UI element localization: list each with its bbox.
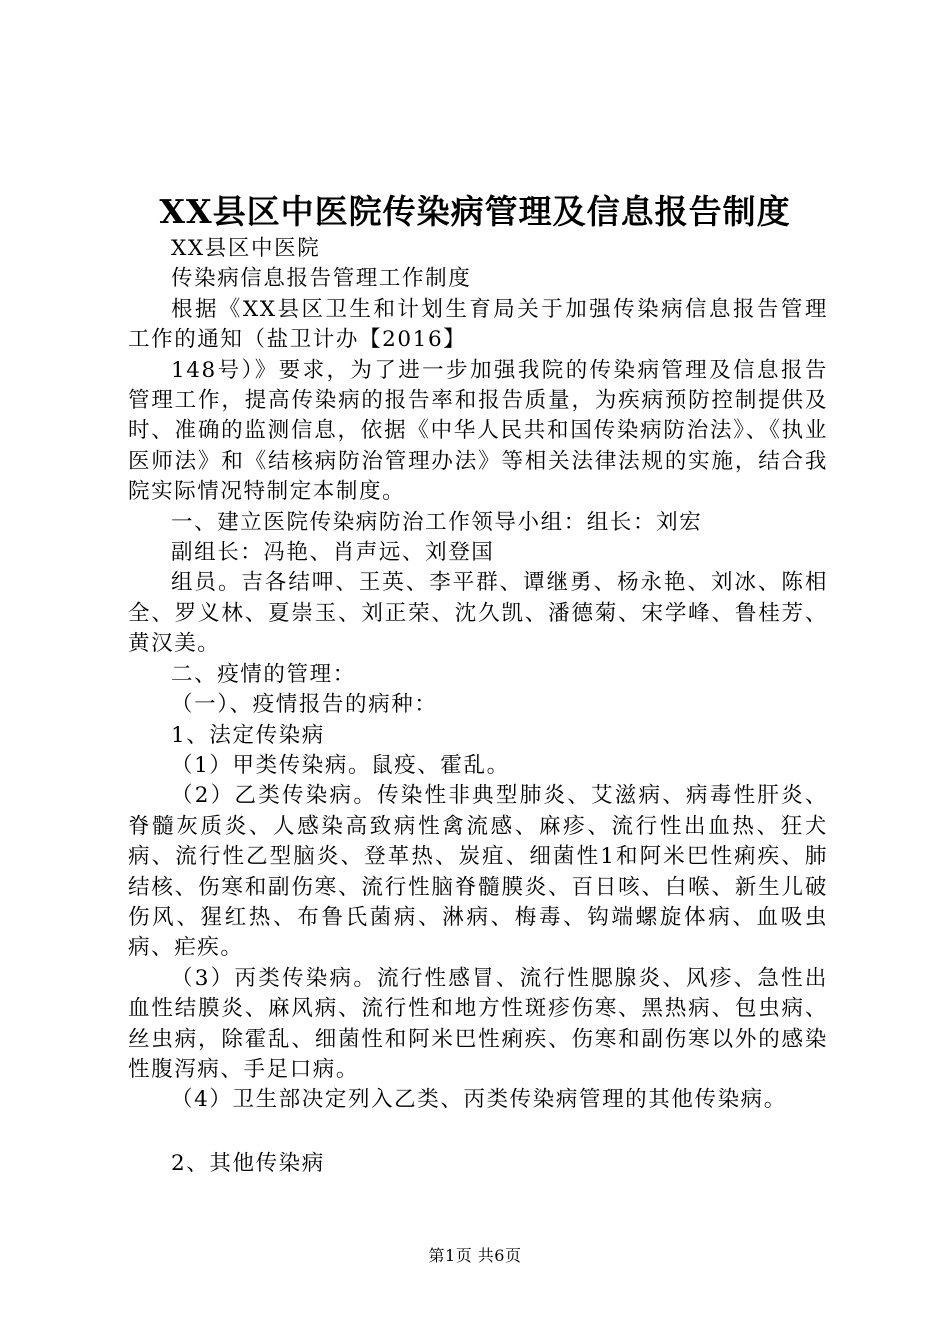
list-item: （3）丙类传染病。流行性感冒、流行性腮腺炎、风疹、急性出血性结膜炎、麻风病、流行性和地方性斑疹伤寒、黑热病、包虫病、丝虫病，除霍乱、细菌性和阿米巴性痢疾、伤寒和副伤寒以外的感染性腹泻病、手足口病。	[128, 965, 828, 1082]
document-body	[128, 234, 828, 1179]
list-heading: 2、其他传染病	[171, 1150, 325, 1176]
section-heading: 二、疫情的管理：	[171, 661, 356, 687]
paragraph: 组员。吉各结呷、王英、李平群、谭继勇、杨永艳、刘冰、陈相全、罗义林、夏崇玉、刘正荣、沈久凯、潘德菊、宋学峰、鲁桂芳、黄汉美。	[128, 570, 828, 657]
list-heading: 1、法定传染病	[171, 722, 325, 748]
subsection-heading: （一）、疫情报告的病种：	[171, 692, 438, 718]
list-item: （1）甲类传染病。鼠疫、霍乱。	[171, 752, 510, 778]
paragraph: 根据《XX县区卫生和计划生育局关于加强传染病信息报告管理工作的通知（盐卫计办【2016】	[128, 296, 828, 353]
section-heading: 一、建立医院传染病防治工作领导小组：组长：刘宏	[171, 509, 703, 535]
paragraph: 148号）》要求，为了进一步加强我院的传染病管理及信息报告管理工作，提高传染病的报告率和报告质量，为疾病预防控制提供及时、准确的监测信息，依据《中华人民共和国传染病防治法》、《执业医师法》和《结核病防治管理办法》等相关法律法规的实施，结合我院实际情况特制定本制度。	[128, 357, 828, 505]
list-item: （2）乙类传染病。传染性非典型肺炎、艾滋病、病毒性肝炎、脊髓灰质炎、人感染高致病性禽流感、麻疹、流行性出血热、狂犬病、流行性乙型脑炎、登革热、炭疽、细菌性1和阿米巴性痢疾、肺结核、伤寒和副伤寒、流行性脑脊髓膜炎、百日咳、白喉、新生儿破伤风、猩红热、布鲁氏菌病、淋病、梅毒、钩端螺旋体病、血吸虫病、疟疾。	[128, 783, 828, 961]
hospital-name: XX县区中医院	[171, 236, 321, 261]
subtitle: 传染病信息报告管理工作制度	[171, 266, 472, 292]
paragraph: 副组长：冯艳、肖声远、刘登国	[171, 540, 495, 566]
document-title: XX县区中医院传染病管理及信息报告制度	[159, 192, 791, 231]
list-item: （4）卫生部决定列入乙类、丙类传染病管理的其他传染病。	[171, 1087, 787, 1113]
page-footer: 第1页 共6页	[428, 1246, 522, 1265]
